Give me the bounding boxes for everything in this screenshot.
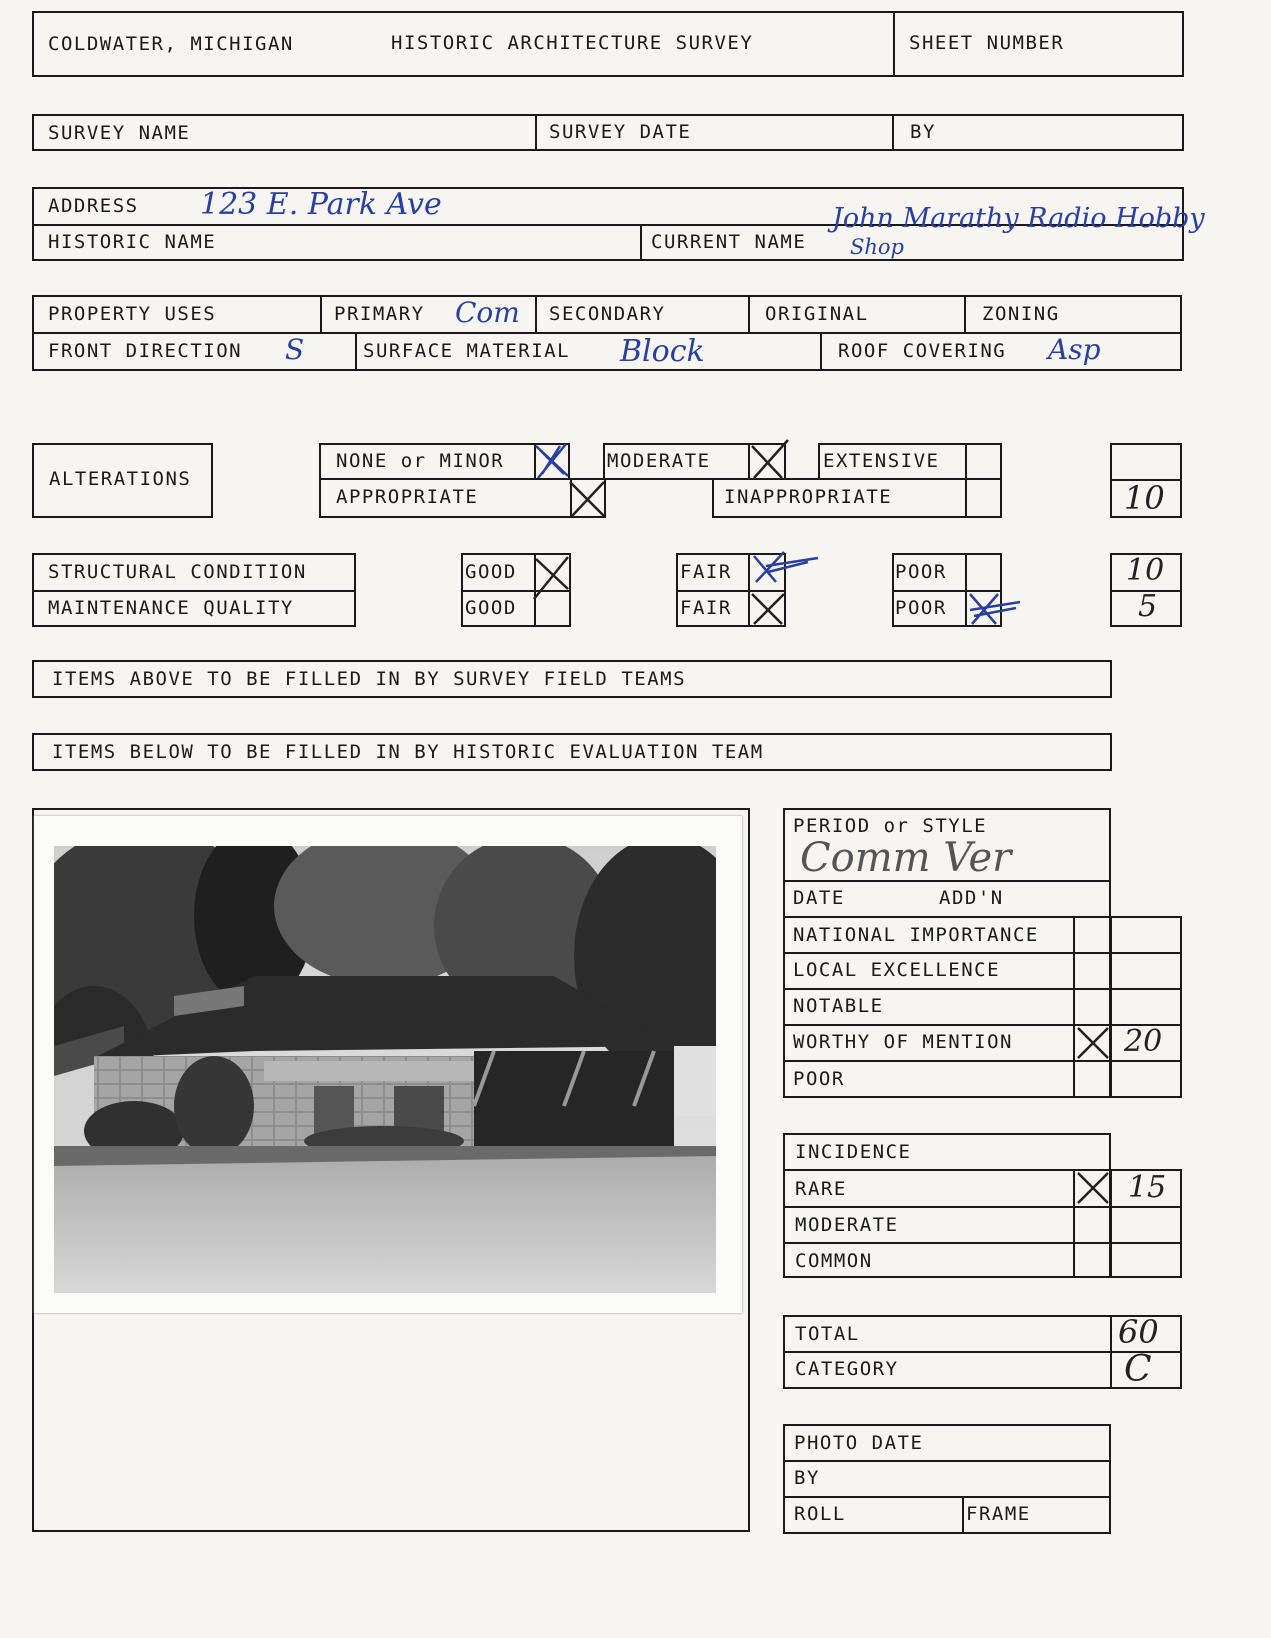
alterations-label: ALTERATIONS bbox=[49, 468, 192, 490]
building-photo bbox=[54, 846, 716, 1293]
worthy-score: 20 bbox=[1124, 1024, 1163, 1059]
divider bbox=[1110, 1315, 1112, 1389]
divider bbox=[783, 1351, 1182, 1353]
city-title: COLDWATER, MICHIGAN bbox=[48, 33, 294, 55]
evaluation-score-columns bbox=[1073, 916, 1182, 1098]
scribbled-x-mark bbox=[748, 548, 820, 588]
primary-value: Com bbox=[455, 296, 520, 329]
historic-name-label: HISTORIC NAME bbox=[48, 231, 217, 253]
photo-by-label: BY bbox=[794, 1467, 820, 1489]
x-mark bbox=[748, 438, 792, 482]
extensive-label: EXTENSIVE bbox=[823, 450, 940, 472]
divider bbox=[783, 1242, 1182, 1244]
maintenance-good-label: GOOD bbox=[465, 597, 517, 619]
national-importance-label: NATIONAL IMPORTANCE bbox=[793, 924, 1039, 946]
divider bbox=[893, 11, 895, 77]
divider bbox=[964, 295, 966, 332]
divider bbox=[1110, 660, 1112, 698]
roof-covering-value: Asp bbox=[1048, 333, 1101, 366]
property-uses-label: PROPERTY USES bbox=[48, 303, 217, 325]
none-minor-label: NONE or MINOR bbox=[336, 450, 505, 472]
moderate-label: MODERATE bbox=[607, 450, 711, 472]
divider bbox=[783, 952, 1182, 954]
current-name-value: John Marathy Radio Hobby bbox=[832, 203, 1205, 234]
address-label: ADDRESS bbox=[48, 195, 139, 217]
rare-label: RARE bbox=[795, 1178, 847, 1200]
divider bbox=[535, 114, 537, 151]
maintenance-score: 5 bbox=[1138, 589, 1158, 624]
roof-covering-label: ROOF COVERING bbox=[838, 340, 1007, 362]
divider bbox=[783, 1060, 1182, 1062]
x-mark bbox=[1074, 1169, 1112, 1207]
maintenance-fair-label: FAIR bbox=[680, 597, 732, 619]
structural-poor-label: POOR bbox=[895, 561, 947, 583]
divider bbox=[640, 224, 642, 261]
sheet-number-label: SHEET NUMBER bbox=[909, 32, 1065, 54]
scribbled-x-mark bbox=[530, 440, 576, 482]
current-name-value-2: Shop bbox=[850, 235, 904, 259]
divider bbox=[783, 988, 1182, 990]
divider bbox=[32, 332, 1182, 334]
structural-good-label: GOOD bbox=[465, 561, 517, 583]
divider bbox=[820, 332, 822, 371]
frame-label: FRAME bbox=[966, 1503, 1031, 1525]
local-excellence-label: LOCAL EXCELLENCE bbox=[793, 959, 1001, 981]
divider bbox=[783, 1024, 1182, 1026]
divider bbox=[535, 295, 537, 332]
surface-material-label: SURFACE MATERIAL bbox=[363, 340, 571, 362]
survey-title: HISTORIC ARCHITECTURE SURVEY bbox=[391, 32, 754, 54]
category-label: CATEGORY bbox=[795, 1358, 899, 1380]
total-value: 60 bbox=[1118, 1313, 1159, 1351]
period-style-label: PERIOD or STYLE bbox=[793, 815, 988, 837]
current-name-label: CURRENT NAME bbox=[651, 231, 807, 253]
divider bbox=[355, 332, 357, 371]
survey-name-label: SURVEY NAME bbox=[48, 122, 191, 144]
secondary-label: SECONDARY bbox=[549, 303, 666, 325]
divider bbox=[748, 295, 750, 332]
photo-date-label: PHOTO DATE bbox=[794, 1432, 924, 1454]
poor-label: POOR bbox=[793, 1068, 845, 1090]
common-label: COMMON bbox=[795, 1250, 873, 1272]
addn-label: ADD'N bbox=[939, 887, 1004, 909]
x-mark bbox=[748, 590, 788, 628]
divider bbox=[320, 295, 322, 332]
x-mark bbox=[1074, 1024, 1112, 1062]
divider bbox=[783, 1206, 1182, 1208]
roll-label: ROLL bbox=[794, 1503, 846, 1525]
divider bbox=[783, 1460, 1111, 1462]
survey-date-label: SURVEY DATE bbox=[549, 121, 692, 143]
divider bbox=[892, 114, 894, 151]
field-team-note: ITEMS ABOVE TO BE FILLED IN BY SURVEY FIELD TEAMS bbox=[52, 668, 687, 690]
divider bbox=[962, 1496, 964, 1534]
divider bbox=[32, 590, 356, 592]
x-mark bbox=[566, 478, 608, 520]
divider bbox=[1110, 733, 1112, 771]
structural-condition-label: STRUCTURAL CONDITION bbox=[48, 561, 307, 583]
front-direction-value: S bbox=[285, 333, 305, 366]
zoning-label: ZONING bbox=[982, 303, 1060, 325]
primary-label: PRIMARY bbox=[334, 303, 425, 325]
moderate-incidence-label: MODERATE bbox=[795, 1214, 899, 1236]
period-style-value: Comm Ver bbox=[800, 835, 1012, 881]
front-direction-label: FRONT DIRECTION bbox=[48, 340, 243, 362]
divider bbox=[783, 916, 1182, 918]
structural-score: 10 bbox=[1126, 553, 1165, 588]
scribbled-x-mark bbox=[964, 590, 1024, 628]
survey-by-label: BY bbox=[910, 121, 936, 143]
alterations-score: 10 bbox=[1124, 479, 1165, 517]
maintenance-quality-label: MAINTENANCE QUALITY bbox=[48, 597, 294, 619]
divider bbox=[783, 1169, 1182, 1171]
category-value: C bbox=[1124, 1349, 1152, 1390]
surface-material-value: Block bbox=[620, 334, 705, 369]
divider bbox=[783, 1496, 1111, 1498]
original-label: ORIGINAL bbox=[765, 303, 869, 325]
date-label: DATE bbox=[793, 887, 845, 909]
worthy-of-mention-label: WORTHY OF MENTION bbox=[793, 1031, 1013, 1053]
divider bbox=[1110, 916, 1112, 1098]
appropriate-label: APPROPRIATE bbox=[336, 486, 479, 508]
total-label: TOTAL bbox=[795, 1323, 860, 1345]
rare-score: 15 bbox=[1128, 1170, 1167, 1205]
inappropriate-label: INAPPROPRIATE bbox=[724, 486, 893, 508]
structural-fair-label: FAIR bbox=[680, 561, 732, 583]
address-value: 123 E. Park Ave bbox=[200, 187, 442, 222]
incidence-label: INCIDENCE bbox=[795, 1141, 912, 1163]
maintenance-poor-label: POOR bbox=[895, 597, 947, 619]
notable-label: NOTABLE bbox=[793, 995, 884, 1017]
evaluation-team-note: ITEMS BELOW TO BE FILLED IN BY HISTORIC EVALUATION TEAM bbox=[52, 741, 764, 763]
x-mark bbox=[528, 553, 572, 601]
